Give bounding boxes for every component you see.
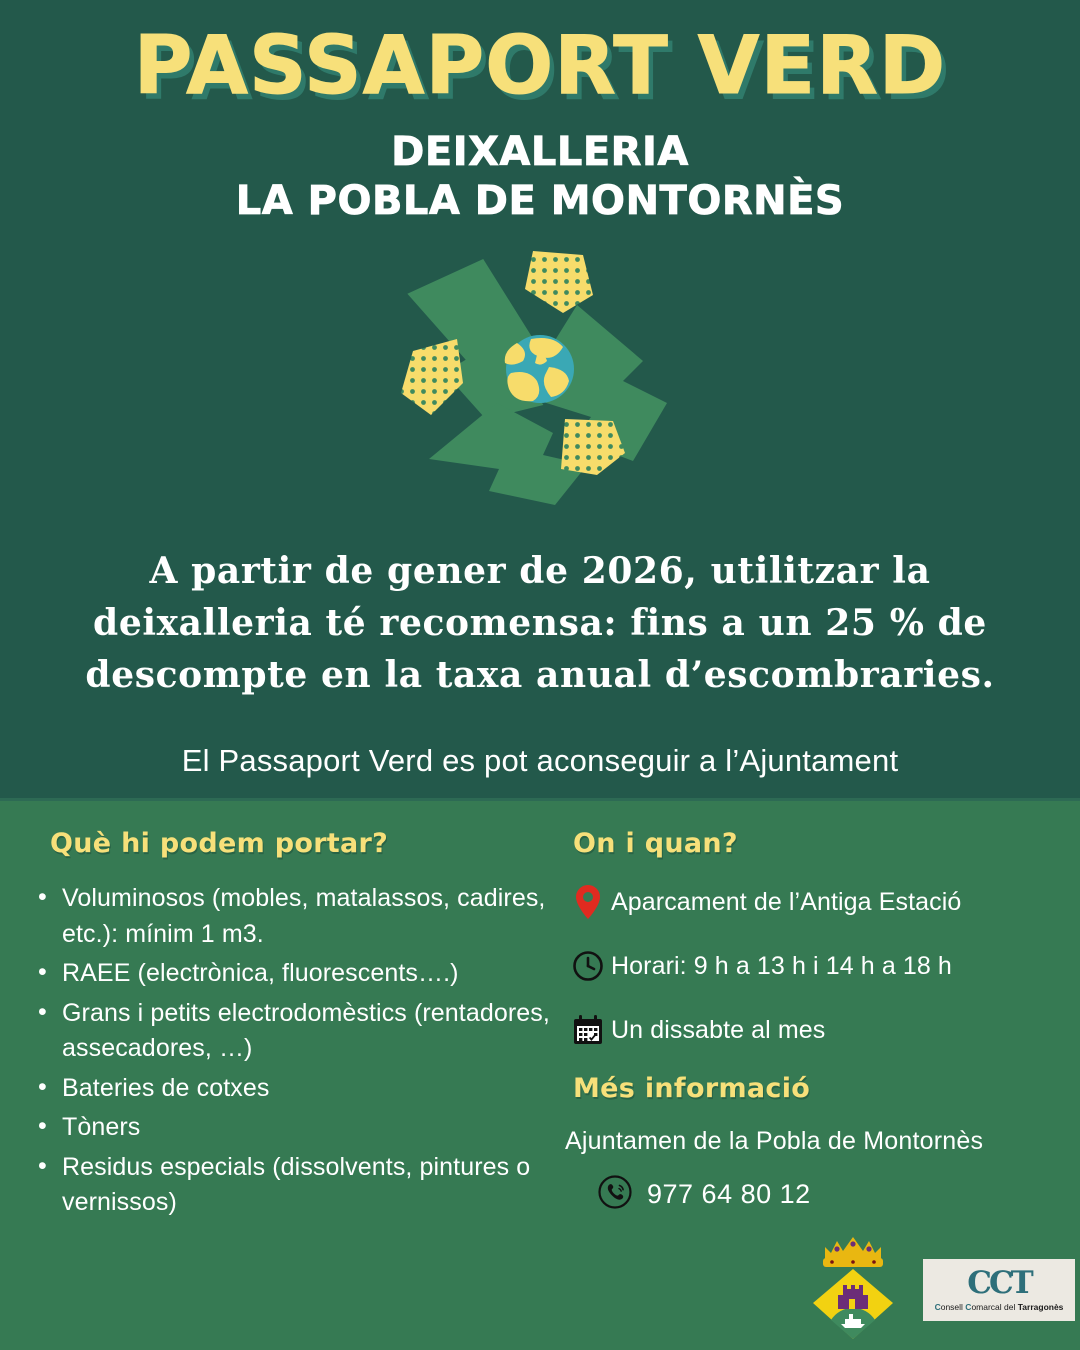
crown-icon: [823, 1237, 883, 1267]
more-info-organisation: Ajuntamen de la Pobla de Montornès: [565, 1127, 984, 1155]
recycle-dotted-shape-left: [401, 339, 463, 415]
what-to-bring-heading: Què hi podem portar?: [50, 828, 389, 859]
calendar-icon: [565, 1014, 611, 1046]
recycle-dotted-shape-top: [525, 251, 593, 313]
cct-tagline-bold: Tarragonès: [1017, 1301, 1064, 1312]
cct-tagline: [935, 1302, 1064, 1312]
location-text: Aparcament de l’Antiga Estació: [611, 888, 962, 916]
list-item: • Grans i petits electrodomèstics (rentadores, assecadores, …): [30, 996, 550, 1067]
frequency-text: Un dissabte al mes: [611, 1016, 826, 1044]
frequency-row: [565, 1009, 1065, 1051]
clock-icon: [565, 950, 611, 982]
shield-diamond: [813, 1269, 893, 1339]
sub-lead-paragraph: El Passaport Verd es pot aconseguir a l’Ajuntament: [181, 743, 899, 778]
location-row: [565, 881, 1065, 923]
list-item: • RAEE (electrònica, fluorescents….): [30, 956, 550, 992]
page-title: PASSAPORT VERD: [133, 19, 947, 112]
logo-strip: [805, 1232, 1075, 1347]
recycling-globe-illustration: [385, 243, 695, 518]
municipal-crest-logo: [805, 1231, 901, 1348]
location-pin-icon: [565, 884, 611, 920]
globe-icon: [505, 335, 574, 403]
cct-tagline-c1: C: [934, 1301, 941, 1312]
cct-tagline-c2: C: [965, 1301, 972, 1312]
cct-logo: [923, 1259, 1075, 1321]
phone-row[interactable]: [597, 1174, 1065, 1215]
list-item: • Residus especials (dissolvents, pintures o vernissos): [30, 1150, 550, 1221]
list-item: • Bateries de cotxes: [30, 1071, 550, 1107]
where-when-section: [565, 828, 1065, 1215]
list-item: • Tòners: [30, 1110, 550, 1146]
cct-tagline-w1: onsell: [940, 1301, 966, 1312]
cct-tagline-w2: omarcal del: [971, 1301, 1018, 1312]
phone-ringing-icon: [597, 1174, 633, 1215]
cct-wordmark: CCT: [967, 1264, 1031, 1301]
where-when-heading: On i quan?: [573, 828, 738, 859]
subtitle-line-2: LA POBLA DE MONTORNÈS: [235, 177, 845, 224]
schedule-row: [565, 945, 1065, 987]
list-item: • Voluminosos (mobles, matalassos, cadires, etc.): mínim 1 m3.: [30, 881, 550, 952]
page-subtitle: [0, 128, 1080, 226]
what-to-bring-section: [30, 828, 550, 1225]
schedule-text: Horari: 9 h a 13 h i 14 h a 18 h: [611, 952, 952, 980]
subtitle-line-1: DEIXALLERIA: [391, 129, 689, 175]
what-to-bring-list: [30, 881, 550, 1221]
lead-paragraph: A partir de gener de 2026, utilitzar la deixalleria té recomensa: fins a un 25 % de descompte en la taxa anual d’escombraries.: [85, 550, 995, 697]
more-info-heading: Més informació: [573, 1073, 811, 1104]
panel-divider: [0, 798, 1080, 801]
phone-number: 977 64 80 12: [647, 1179, 811, 1209]
